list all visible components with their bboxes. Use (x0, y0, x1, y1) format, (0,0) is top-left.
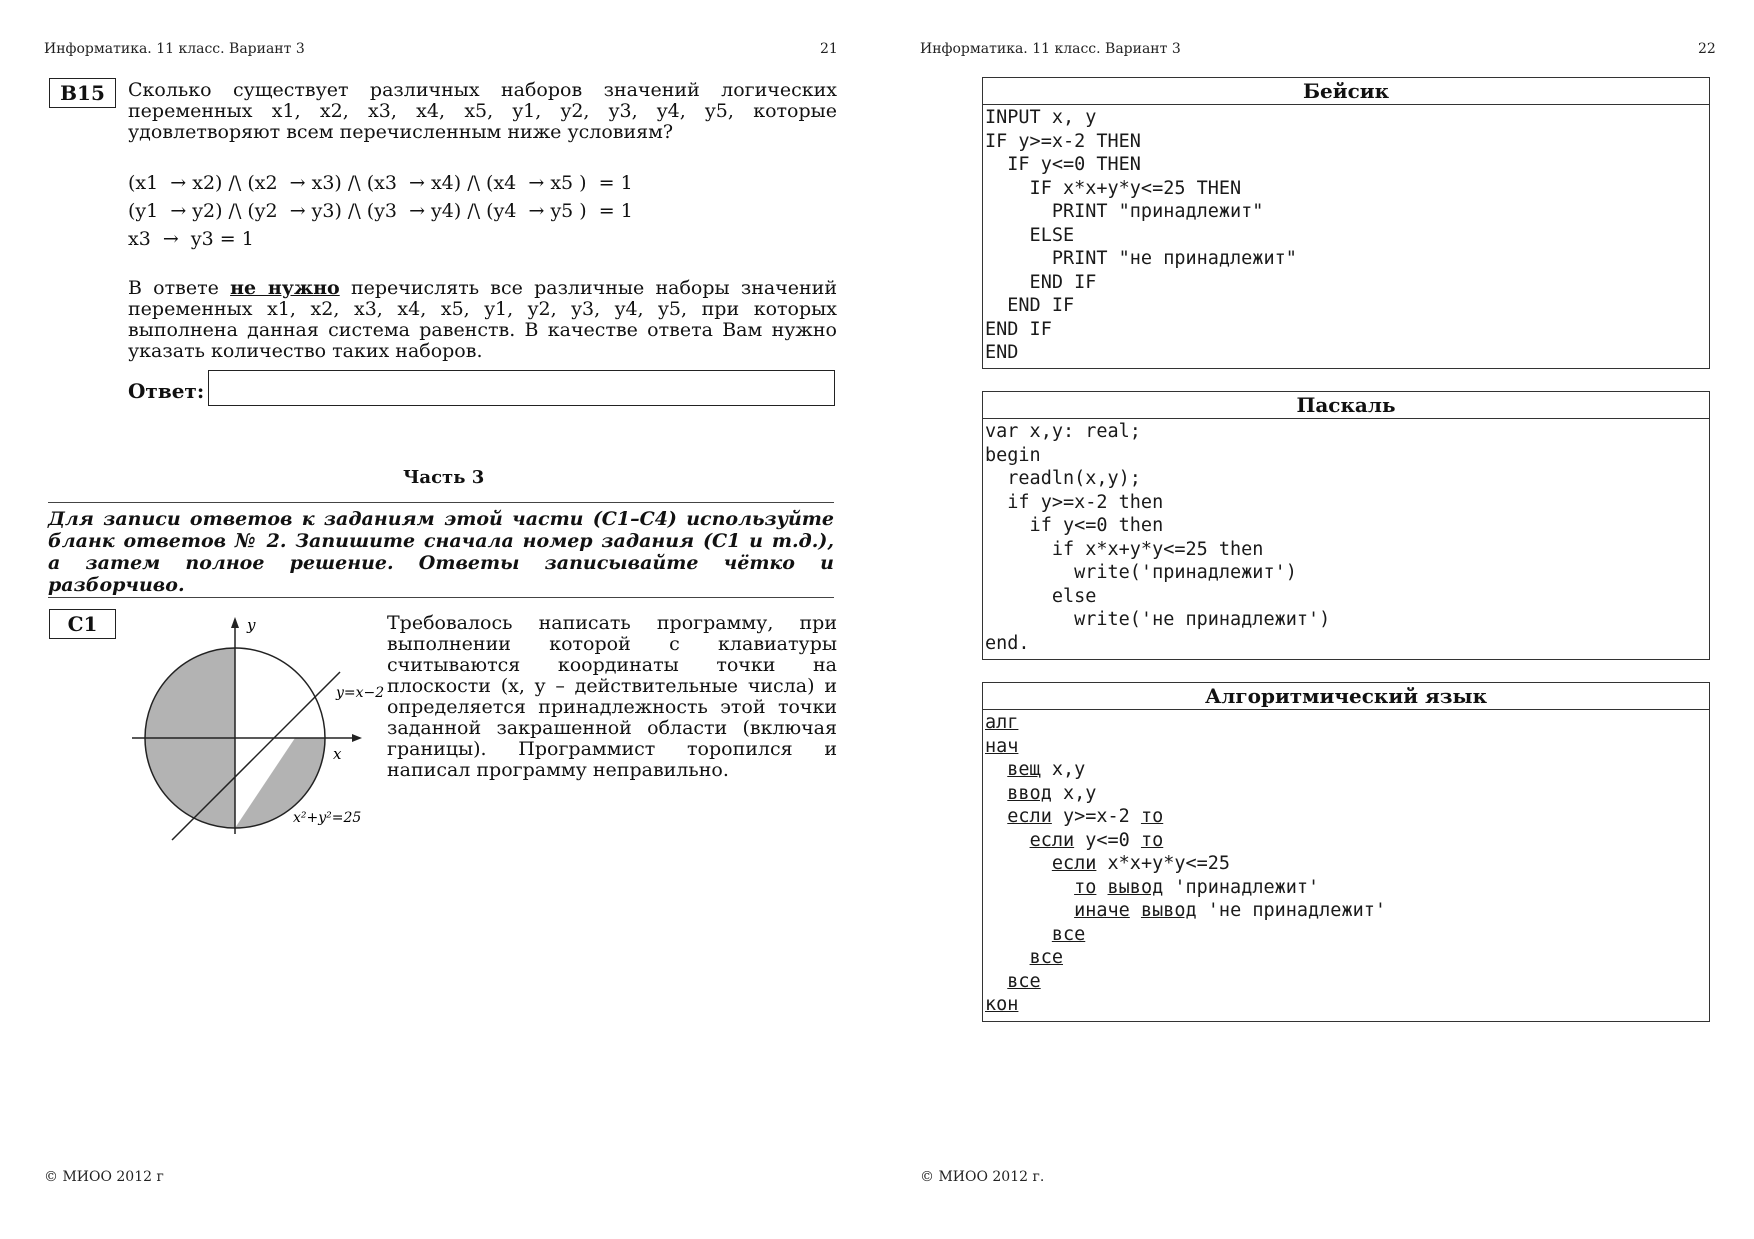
code-line (985, 993, 1709, 1017)
task-label-b15: B15 (49, 78, 116, 108)
kw-inache: иначе (1074, 900, 1130, 921)
x-axis-arrow-icon (352, 734, 362, 742)
question-line: удовлетворяют всем перечисленным ниже условиям? (128, 121, 674, 143)
kw-esli: если (1051, 853, 1097, 874)
instr-line: Для записи ответов к заданиям этой части (С1–С4) используйте (48, 508, 834, 530)
code-body-basic (983, 105, 1709, 365)
note-line: указать количество таких наборов. (128, 340, 483, 362)
code-line: IF x*x+y*y<=25 THEN (985, 177, 1242, 199)
formula-x: (x1 → x2) /\ (x2 → x3) /\ (x3 → x4) /\ (x4 → x5 ) = 1 (128, 172, 633, 194)
code-line: IF y>=x-2 THEN (985, 130, 1141, 152)
code-line (985, 946, 1709, 970)
note-line: переменных x1, x2, x3, x4, x5, y1, y2, y3, y4, y5, при которых (128, 298, 837, 320)
code-line: if y>=x-2 then (985, 491, 1164, 513)
code-line: END IF (985, 295, 1075, 316)
kw-to: то (1140, 806, 1164, 827)
code-line: if x*x+y*y<=25 then (985, 538, 1264, 560)
code-line: if y<=0 then (985, 515, 1164, 536)
cond: y>=x-2 (1051, 806, 1141, 827)
code-box-algo (982, 682, 1710, 1022)
c1-line: написал программу неправильно. (387, 759, 729, 781)
question-line: переменных x1, x2, x3, x4, x5, y1, y2, y3, y4, y5, которые (128, 100, 837, 122)
code-line (985, 805, 1709, 829)
note-rest: перечислять все различные наборы значений (350, 277, 838, 299)
part3-title: Часть 3 (403, 467, 485, 488)
string-literal: 'не принадлежит' (1196, 900, 1387, 921)
instr-line: а затем полное решение. Ответы записывайте чётко и (48, 552, 834, 574)
kw-vvod: ввод (1007, 782, 1052, 804)
instr-line: разборчиво. (48, 574, 185, 596)
b15-note (128, 278, 837, 362)
code-line: INPUT x, y (985, 107, 1097, 128)
code-box-pascal (982, 391, 1710, 660)
note-pre: В ответе (128, 277, 219, 299)
c1-graph (120, 612, 400, 847)
answer-label: Ответ: (128, 379, 205, 403)
c1-line: выполнении которой с клавиатуры (387, 633, 837, 655)
part3-bottom-rule (48, 597, 834, 598)
left-page-number: 21 (820, 41, 838, 57)
code-line (985, 711, 1709, 735)
right-footer: © МИОО 2012 г. (920, 1169, 1045, 1185)
note-line: выполнена данная система равенств. В качестве ответа Вам нужно (128, 319, 837, 341)
kw-vyvod: вывод (1140, 900, 1197, 921)
code-line: PRINT "не принадлежит" (985, 248, 1297, 269)
y-axis-arrow-icon (231, 617, 239, 628)
code-line: END IF (985, 271, 1097, 293)
c1-line: плоскости (x, y – действительные числа) и (387, 675, 837, 697)
cond: y<=0 (1074, 829, 1141, 851)
vars: x,y (1051, 782, 1097, 804)
kw-vse: все (1029, 947, 1063, 968)
code-line: END IF (985, 318, 1052, 340)
kw-vse: все (1007, 970, 1041, 992)
kw-vse: все (1051, 923, 1086, 945)
left-header-title: Информатика. 11 класс. Вариант 3 (44, 41, 305, 57)
kw-alg: алг (985, 712, 1019, 733)
vars: x,y (1040, 759, 1086, 780)
formula-xy: x3 → y3 = 1 (128, 228, 254, 250)
kw-to: то (1140, 829, 1164, 851)
code-line: write('принадлежит') (985, 562, 1297, 583)
line-label: y=x−2 (336, 685, 385, 701)
c1-line: считываются координаты точки на (387, 654, 837, 676)
part3-top-rule (48, 502, 834, 503)
code-title-basic: Бейсик (983, 78, 1709, 105)
b15-question (128, 80, 837, 143)
code-line: ELSE (985, 224, 1075, 246)
code-line (985, 923, 1709, 947)
code-line: else (985, 585, 1097, 607)
code-line: IF y<=0 THEN (985, 154, 1141, 175)
code-line (985, 758, 1709, 782)
kw-kon: кон (985, 994, 1019, 1015)
kw-esli: если (1029, 829, 1075, 851)
cond: x*x+y*y<=25 (1096, 853, 1231, 874)
code-line (985, 782, 1709, 806)
axis-y-label: y (247, 616, 256, 634)
code-title-algo: Алгоритмический язык (983, 683, 1709, 710)
code-title-pascal: Паскаль (983, 392, 1709, 419)
code-line: PRINT "принадлежит" (985, 201, 1264, 222)
code-line: var x,y: real; (985, 421, 1141, 442)
left-footer: © МИОО 2012 г (44, 1169, 164, 1185)
right-page-number: 22 (1698, 41, 1716, 57)
kw-vyvod: вывод (1107, 876, 1164, 898)
axis-x-label: x (333, 745, 342, 763)
c1-text (387, 613, 837, 781)
code-line: end. (985, 632, 1030, 654)
code-box-basic (982, 77, 1710, 369)
code-line: write('не принадлежит') (985, 609, 1331, 630)
code-line (985, 876, 1709, 900)
kw-nach: нач (985, 735, 1019, 757)
code-body-pascal (983, 419, 1709, 655)
code-line (985, 829, 1709, 853)
formula-y: (y1 → y2) /\ (y2 → y3) /\ (y3 → y4) /\ (y4 → y5 ) = 1 (128, 200, 633, 222)
kw-esli: если (1007, 806, 1052, 827)
c1-line: Требовалось написать программу, при (387, 612, 837, 634)
code-line (985, 852, 1709, 876)
code-line: begin (985, 444, 1041, 466)
part3-instructions (48, 508, 834, 596)
right-header-title: Информатика. 11 класс. Вариант 3 (920, 41, 1181, 57)
code-line: readln(x,y); (985, 468, 1141, 489)
string-literal: 'принадлежит' (1163, 876, 1320, 898)
note-emphasis: не нужно (230, 277, 340, 299)
kw-to: то (1074, 876, 1097, 898)
code-line (985, 899, 1709, 923)
instr-line: бланк ответов № 2. Запишите сначала номер задания (С1 и т.д.), (48, 530, 834, 552)
answer-field[interactable] (208, 370, 835, 406)
c1-line: определяется принадлежность этой точки (387, 696, 837, 718)
c1-line: границы). Программист торопился и (387, 738, 837, 760)
question-line: Сколько существует различных наборов значений логических (128, 79, 837, 101)
code-line (985, 735, 1709, 759)
code-line (985, 970, 1709, 994)
note-line (128, 278, 837, 299)
circle-label: x²+y²=25 (293, 810, 362, 826)
code-line: END (985, 342, 1019, 363)
c1-line: заданной закрашенной области (включая (387, 717, 837, 739)
task-label-c1: С1 (49, 609, 116, 639)
code-body-algo (983, 710, 1709, 1017)
kw-vesch: вещ (1007, 759, 1041, 780)
